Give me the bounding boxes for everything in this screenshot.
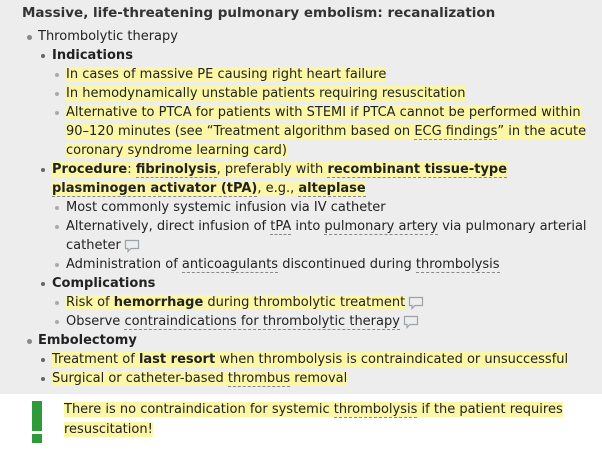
list-item [52, 217, 594, 255]
list-item [52, 198, 594, 217]
alert-post: if the patient requires resuscitation! [64, 402, 563, 437]
admin-text: Administration of [66, 257, 182, 272]
indications-label: Indications [52, 48, 133, 63]
embolectomy-label: Embolectomy [38, 333, 137, 348]
contraindications-link[interactable]: contraindications for thrombolytic therapy [124, 314, 400, 329]
direct-text: Alternatively, direct infusion of [66, 219, 271, 234]
risk-text: Risk of [66, 295, 114, 310]
thrombolytic-sublist [38, 46, 594, 331]
list-item [52, 293, 594, 312]
alert-text [64, 400, 574, 440]
treat-post: when thrombolysis is contraindicated or unsuccessful [215, 352, 569, 367]
indication-ptca [66, 105, 586, 158]
embolectomy-list [38, 350, 594, 388]
alert-pre: There is no contraindication for systemic [64, 402, 334, 417]
list-item [38, 369, 594, 388]
observe-text: Observe [66, 314, 125, 329]
fibrinolysis-link[interactable]: fibrinolysis [135, 162, 217, 177]
direct-mid: into [291, 219, 325, 234]
complications-list [52, 293, 594, 331]
list-item-thrombolytic [22, 27, 594, 331]
exclamation-icon [29, 398, 45, 444]
admin-mid: discontinued during [278, 257, 416, 272]
surgical-post: removal [290, 371, 348, 386]
list-item [38, 350, 594, 369]
list-item [52, 103, 594, 160]
procedure-mid: , preferably with [216, 162, 328, 177]
alteplase-link[interactable]: alteplase [298, 181, 366, 196]
thrombolysis-link[interactable]: thrombolysis [415, 257, 500, 272]
list-item-procedure [38, 160, 594, 274]
ecg-findings-link[interactable]: ECG findings [414, 124, 498, 139]
alert-thrombolysis-link[interactable]: thrombolysis [333, 402, 418, 417]
alert-box [0, 394, 602, 461]
thrombolytic-label: Thrombolytic therapy [38, 29, 178, 44]
list-item [52, 312, 594, 331]
list-item-embolectomy [22, 331, 594, 388]
surgical-text: Surgical or catheter-based [52, 371, 228, 386]
complications-label: Complications [52, 276, 156, 291]
list-item [52, 84, 594, 103]
indication-text: In hemodynamically unstable patients requiring resuscitation [66, 86, 466, 101]
procedure-label: Procedure [52, 162, 128, 177]
list-item [52, 255, 594, 274]
anticoagulants-link[interactable]: anticoagulants [181, 257, 279, 272]
treat-text: Treatment of [52, 352, 139, 367]
list-item-complications [38, 274, 594, 331]
rtpa-link[interactable]: recombinant tissue-type plasminogen activator (tPA) [52, 162, 508, 196]
direct-post: via pulmonary arterial catheter [66, 219, 587, 253]
procedure-eg: , e.g., [257, 181, 299, 196]
indications-list [52, 65, 594, 160]
procedure-sep: : [127, 162, 136, 177]
last-resort-text: last resort [138, 352, 216, 367]
section-title: Massive, life-threatening pulmonary embolism: recanalization [22, 5, 496, 21]
comment-icon[interactable] [403, 315, 419, 329]
comment-icon[interactable] [124, 239, 140, 253]
comment-icon[interactable] [408, 296, 424, 310]
main-list [22, 27, 594, 388]
hemorrhage-text: hemorrhage [113, 295, 204, 310]
tpa-link[interactable]: tPA [270, 219, 292, 234]
ptca-text: Alternative to PTCA for patients with STEMI if PTCA cannot be performed within 90–120 minutes (see “Treatment algorithm based on [66, 105, 581, 139]
risk-post: during thrombolytic treatment [203, 295, 406, 310]
procedure-list [52, 198, 594, 274]
procedure-systemic: Most commonly systemic infusion via IV catheter [66, 200, 386, 215]
pulmonary-artery-link[interactable]: pulmonary artery [324, 219, 438, 234]
ptca-text-end: ” in the acute coronary syndrome learning card) [66, 124, 587, 158]
list-item-indications [38, 46, 594, 160]
thrombus-link[interactable]: thrombus [227, 371, 291, 386]
indication-text: In cases of massive PE causing right heart failure [66, 67, 387, 82]
list-item [52, 65, 594, 84]
